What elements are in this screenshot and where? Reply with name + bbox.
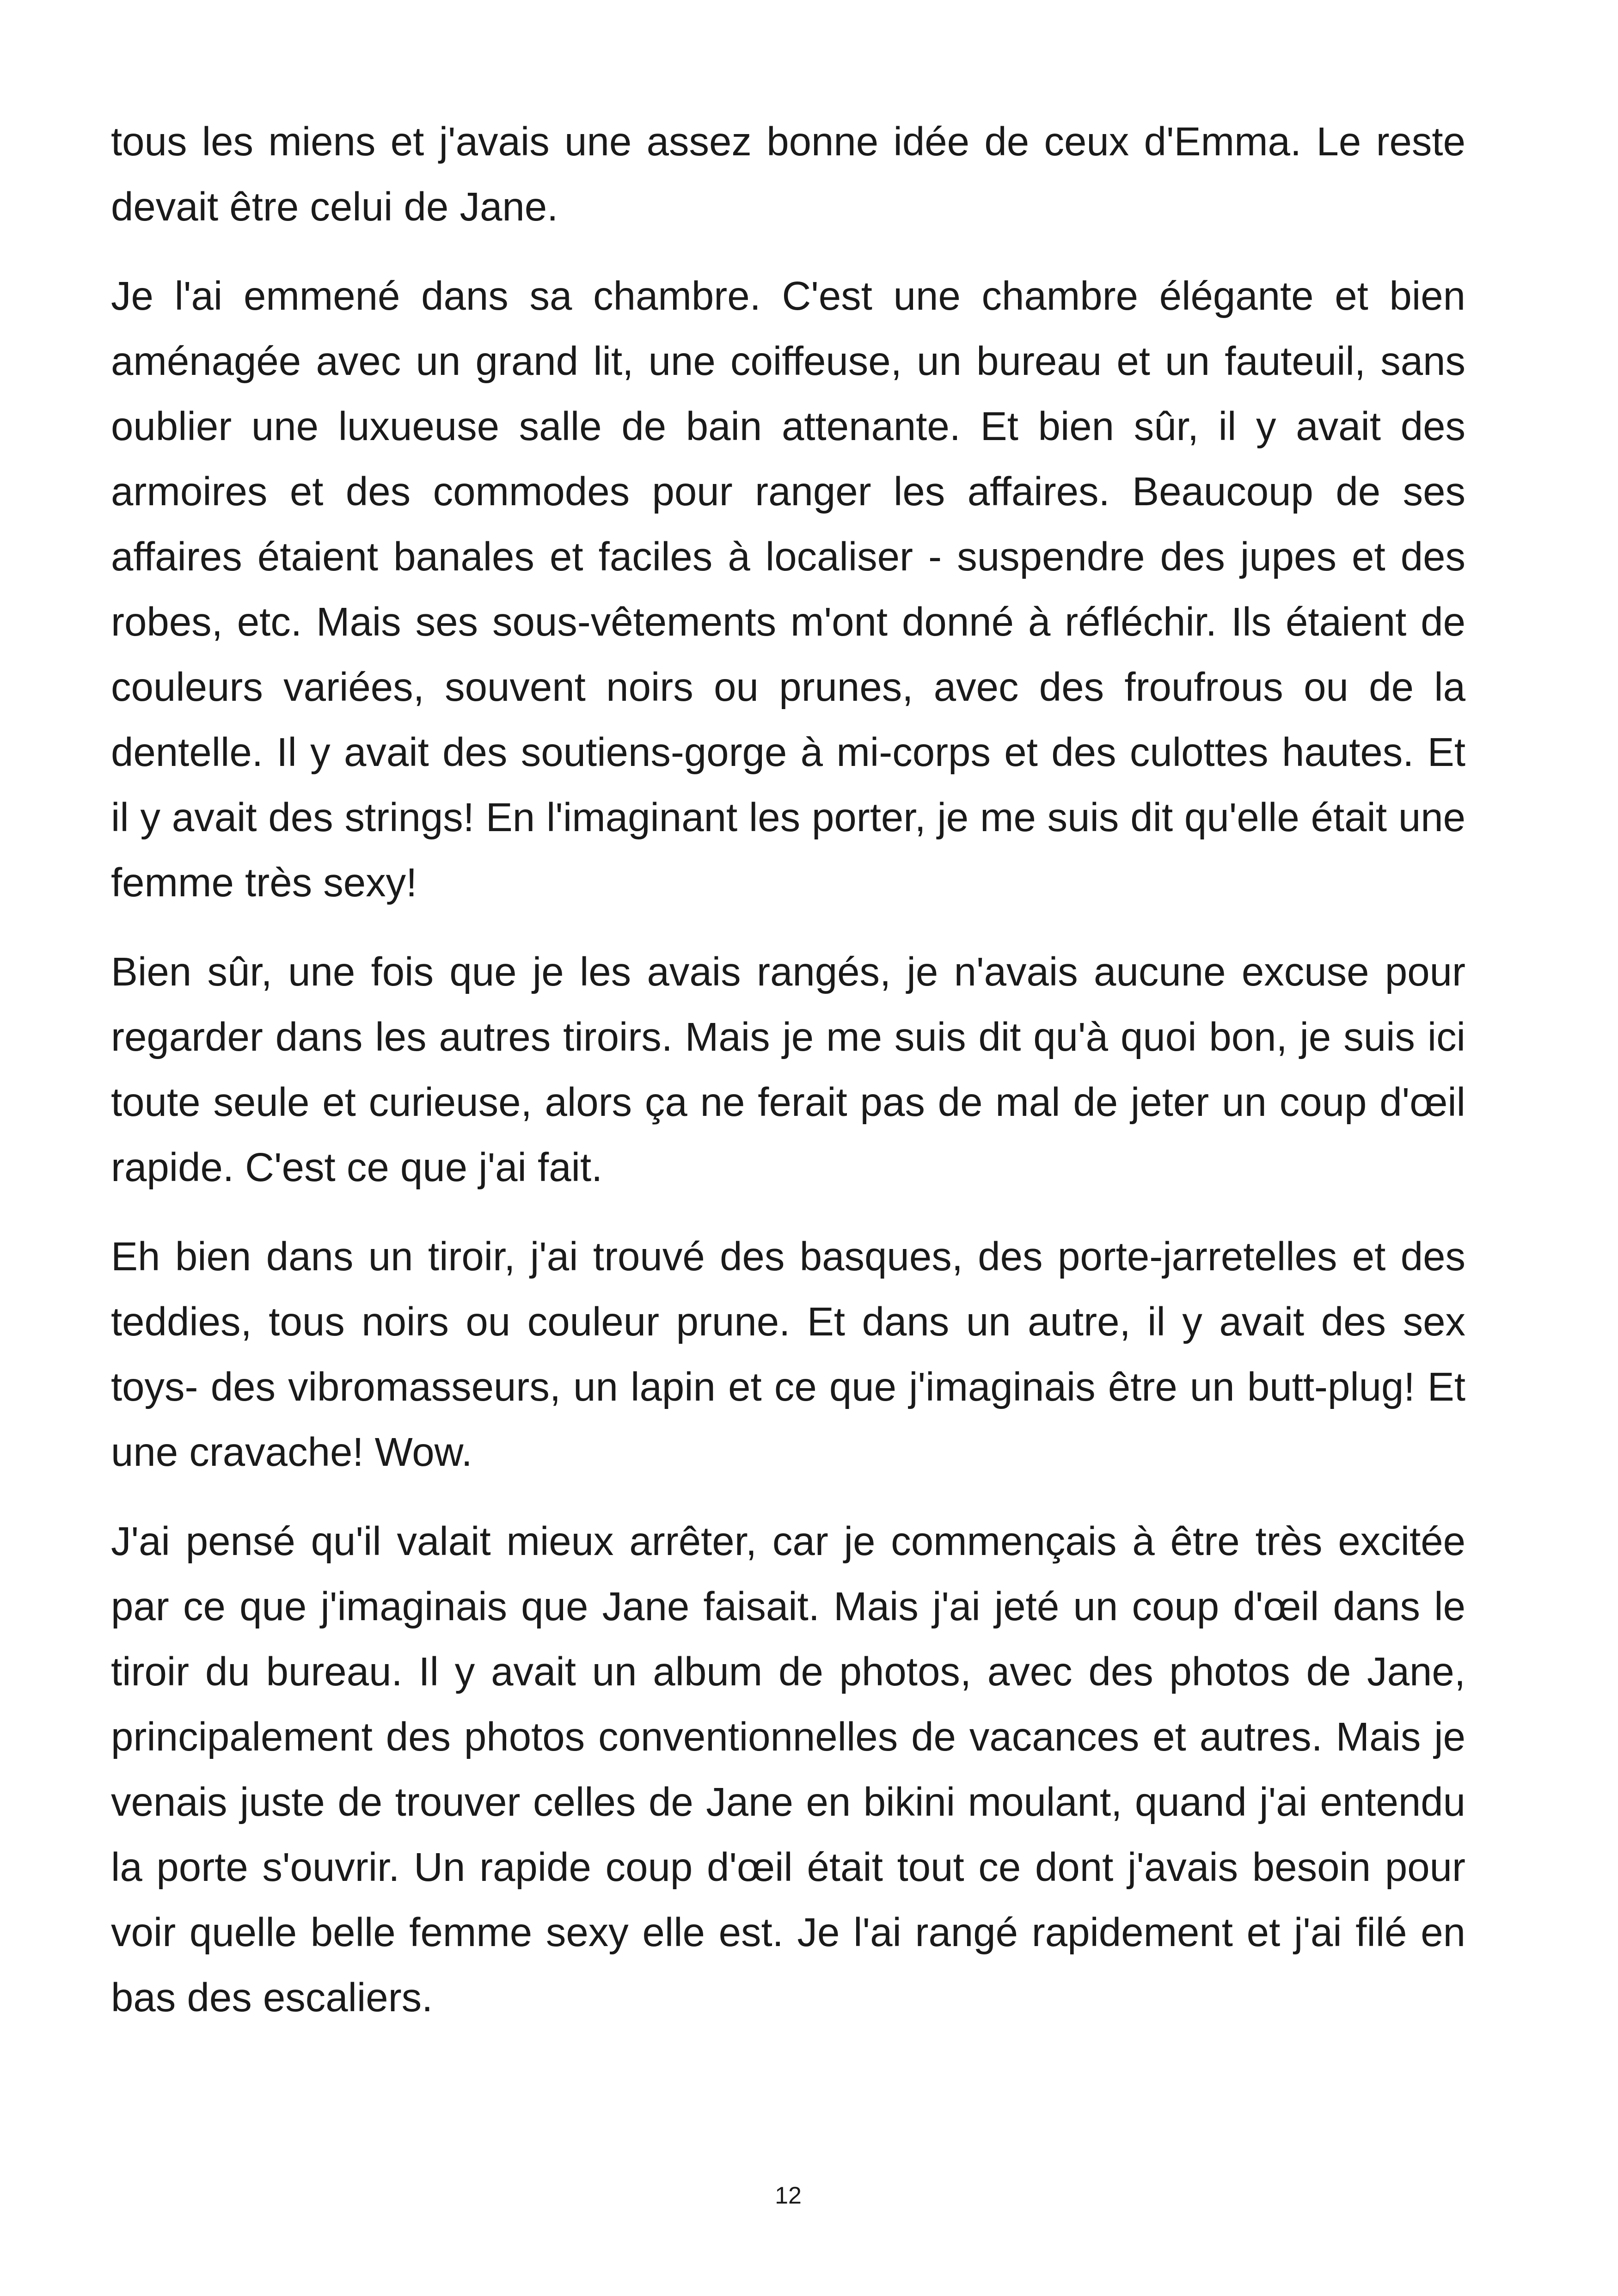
paragraph-2: Je l'ai emmené dans sa chambre. C'est une chambre élégante et bien aménagée avec un grand lit, une coiffeuse, un bureau et un fauteuil, sans oublier une luxueuse salle de bain attenante. Et bien sûr, il y avait des armoires et des commodes pour ranger les affaires. Beaucoup de ses affaires étaient banales et faciles à localiser - suspendre des jupes et des robes, etc. Mais ses sous-vêtements m'ont donné à réfléchir. Ils étaient de couleurs variées, souvent noirs ou prunes, avec des froufrous ou de la dentelle. Il y avait des soutiens-gorge à mi-corps et des culottes hautes. Et il y avait des strings! En l'imaginant les porter, je me suis dit qu'elle était une femme très sexy! (111, 274, 1465, 905)
paragraph-1: tous les miens et j'avais une assez bonne idée de ceux d'Emma. Le reste devait être celui de Jane. (111, 119, 1465, 229)
paragraph-3: Bien sûr, une fois que je les avais rangés, je n'avais aucune excuse pour regarder dans les autres tiroirs. Mais je me suis dit qu'à quoi bon, je suis ici toute seule et curieuse, alors ça ne ferait pas de mal de jeter un coup d'œil rapide. C'est ce que j'ai fait. (111, 949, 1465, 1190)
page-number: 12 (775, 2182, 802, 2209)
paragraph-5: J'ai pensé qu'il valait mieux arrêter, car je commençais à être très excitée par ce que j'imaginais que Jane faisait. Mais j'ai jeté un coup d'œil dans le tiroir du bureau. Il y avait un album de photos, avec des photos de Jane, principalement des photos conventionnelles de vacances et autres. Mais je venais juste de trouver celles de Jane en bikini moulant, quand j'ai entendu la porte s'ouvrir. Un rapide coup d'œil était tout ce dont j'avais besoin pour voir quelle belle femme sexy elle est. Je l'ai rangé rapidement et j'ai filé en bas des escaliers. (111, 1519, 1465, 2020)
body-text (111, 109, 1465, 2054)
paragraph-4: Eh bien dans un tiroir, j'ai trouvé des basques, des porte-jarretelles et des teddies, tous noirs ou couleur prune. Et dans un autre, il y avait des sex toys- des vibromasseurs, un lapin et ce que j'imaginais être un butt-plug! Et une cravache! Wow. (111, 1234, 1465, 1475)
